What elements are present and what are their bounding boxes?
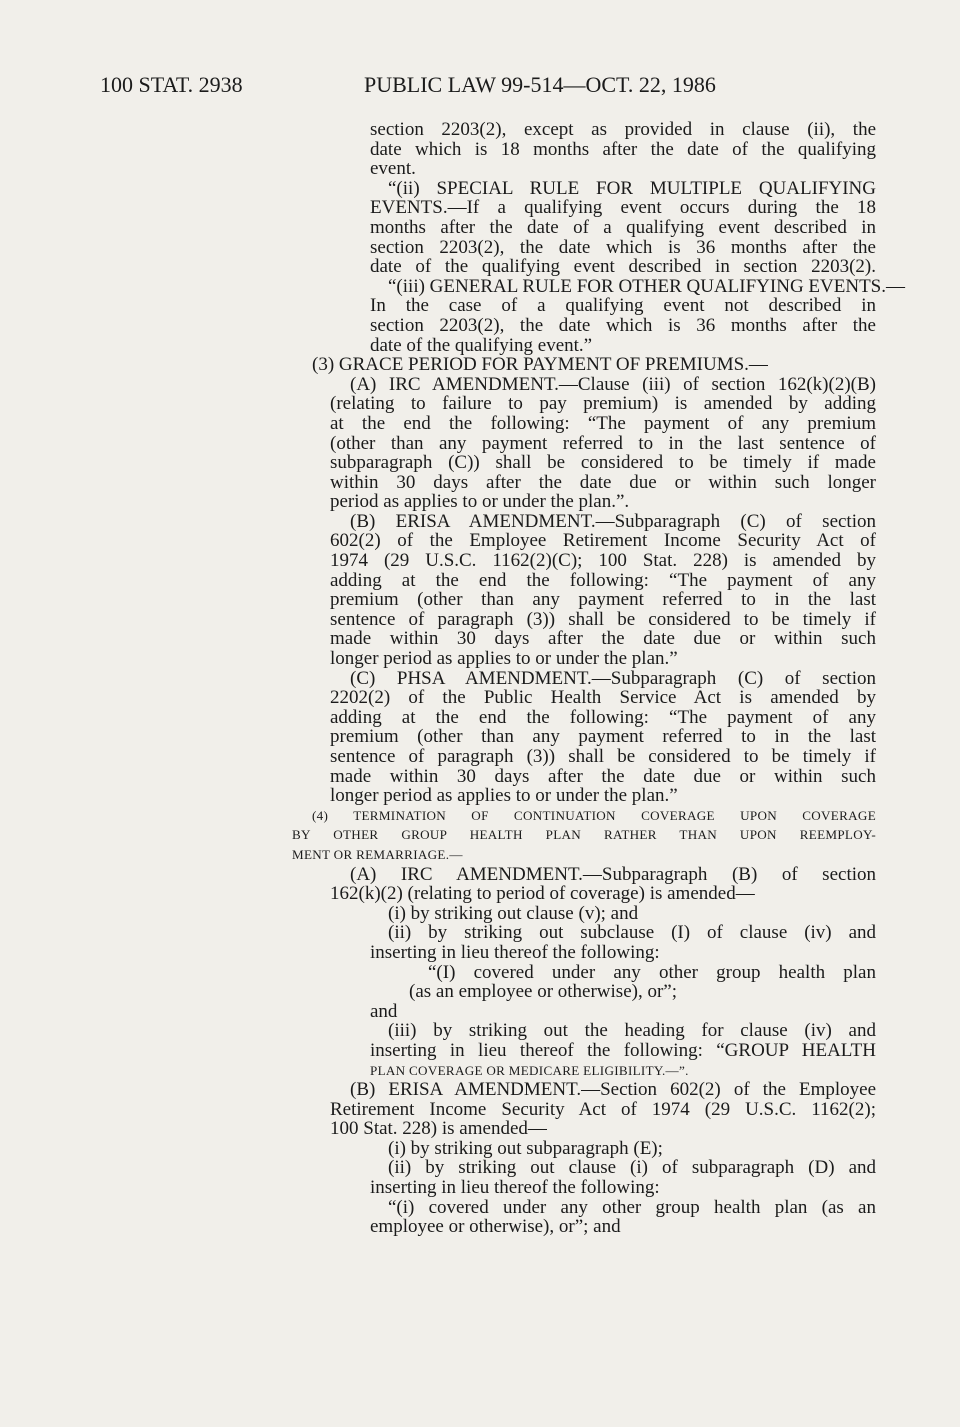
text-line: EVENTS.—If a qualifying event occurs during the 18 [370,197,876,219]
subparagraph-3b: (B) ERISA AMENDMENT.—Subparagraph (C) of section [350,510,876,532]
clause-ii: (ii) by striking out subclause (I) of clause (iv) and [388,922,876,944]
text-line: sentence of paragraph (3)) shall be considered to be timely if [330,608,876,630]
paragraph-heading-4: (4) TERMINATION OF CONTINUATION COVERAGE UPON COVERAGE [312,807,876,823]
text-line: adding at the end the following: “The payment of any [330,569,876,591]
text-line: 100 Stat. 228) is amended— [330,1118,547,1140]
text-line: (as an employee or otherwise), or”; [409,981,678,1003]
text-line: inserting in lieu thereof the following: [370,1177,660,1199]
text-line: 1974 (29 U.S.C. 1162(2)(C); 100 Stat. 228) is amended by [330,550,876,572]
text-line: date of the qualifying event.” [370,334,593,356]
text-line: at the end the following: “The payment of any premium [330,412,876,434]
text-line: longer period as applies to or under the plan.” [330,648,678,670]
text-line: (relating to failure to pay premium) is amended by adding [330,393,876,415]
text-line: period as applies to or under the plan.”. [330,491,630,513]
text-line: date which is 18 months after the date of the qualifying [370,138,876,160]
subparagraph-3a: (A) IRC AMENDMENT.—Clause (iii) of section 162(k)(2)(B) [350,373,876,395]
subparagraph-3c: (C) PHSA AMENDMENT.—Subparagraph (C) of section [350,667,876,689]
text-line: inserting in lieu thereof the following: “GROUP HEALTH [370,1039,876,1061]
text-line: months after the date of a qualifying event described in [370,216,876,238]
text-line: Retirement Income Security Act of 1974 (29 U.S.C. 1162(2); [330,1098,876,1120]
text-line: 162(k)(2) (relating to period of coverage) is amended— [330,883,755,905]
paragraph-heading-4-cont: MENT OR REMARRIAGE.— [292,846,463,862]
clause-i: (i) by striking out subparagraph (E); [388,1137,663,1159]
text-line: employee or otherwise), or”; and [370,1216,621,1238]
text-line: longer period as applies to or under the plan.” [330,785,678,807]
text-line: 2202(2) of the Public Health Service Act is amended by [330,687,876,709]
clause-ii: (ii) by striking out clause (i) of subparagraph (D) and [388,1157,876,1179]
text-line: section 2203(2), except as provided in clause (ii), the [370,119,876,140]
paragraph-heading-4-cont: BY OTHER GROUP HEALTH PLAN RATHER THAN UPON REEMPLOY- [292,827,876,843]
text-line: section 2203(2), the date which is 36 months after the [370,314,876,336]
text-line: 602(2) of the Employee Retirement Income Security Act of [330,530,876,552]
text-line: (other than any payment referred to in the last sentence of [330,432,876,454]
text-line: section 2203(2), the date which is 36 months after the [370,236,876,258]
text-line: made within 30 days after the date due or within such [330,628,876,650]
law-title: PUBLIC LAW 99-514—OCT. 22, 1986 [364,72,716,97]
text-line: premium (other than any payment referred to in the last [330,726,876,748]
text-line: PLAN COVERAGE OR MEDICARE ELIGIBILITY.—”. [370,1062,689,1078]
text-line: sentence of paragraph (3)) shall be considered to be timely if [330,746,876,767]
text-line: adding at the end the following: “The payment of any [330,706,876,728]
text-line: inserting in lieu thereof the following: [370,941,660,963]
text-line: subparagraph (C)) shall be considered to be timely if made [330,452,876,474]
clause-i: (i) by striking out clause (v); and [388,902,639,924]
text-line: date of the qualifying event described in section 2203(2). [370,256,876,278]
clause-iii: (iii) by striking out the heading for clause (iv) and [388,1020,876,1042]
page-header [0,72,960,106]
subparagraph-4b: (B) ERISA AMENDMENT.—Section 602(2) of the Employee [350,1079,876,1101]
quoted-subclause: “(I) covered under any other group health plan [428,961,876,983]
clause-heading-iii: “(iii) GENERAL RULE FOR OTHER QUALIFYING EVENTS.— [388,275,905,297]
text-line: within 30 days after the date due or within such longer [330,471,876,493]
text-line: and [370,1000,398,1022]
quoted-clause: “(i) covered under any other group health plan (as an [388,1196,876,1218]
text-line: event. [370,158,416,180]
page-reference: 100 STAT. 2938 [100,72,243,97]
text-line: made within 30 days after the date due or within such [330,765,876,787]
paragraph-heading-3: (3) GRACE PERIOD FOR PAYMENT OF PREMIUMS.— [312,354,768,376]
subparagraph-4a: (A) IRC AMENDMENT.—Subparagraph (B) of section [350,863,876,885]
statute-text [0,120,960,1237]
text-line: In the case of a qualifying event not described in [370,295,876,317]
clause-heading-ii: “(ii) SPECIAL RULE FOR MULTIPLE QUALIFYING [388,177,876,199]
text-line: premium (other than any payment referred to in the last [330,589,876,611]
